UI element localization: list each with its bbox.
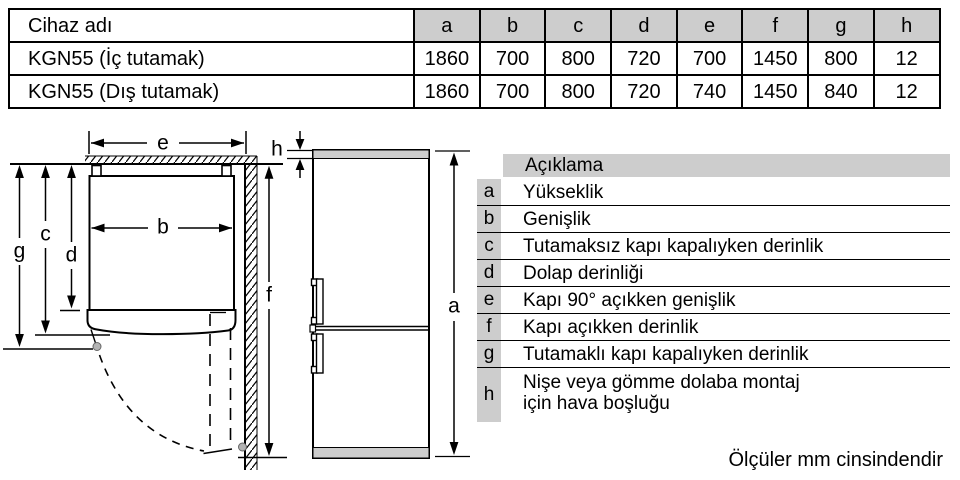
legend-text: Genişlik [523, 208, 591, 230]
col-header-e: e [677, 9, 743, 42]
value-cell: 1860 [414, 75, 480, 108]
value-cell: 800 [545, 42, 611, 75]
legend-key: d [477, 260, 501, 286]
dimension-e [89, 131, 246, 155]
legend-title: Açıklama [503, 154, 950, 177]
door-swing-arc [100, 355, 205, 451]
device-name-header: Cihaz adı [9, 9, 414, 42]
legend-row-b [477, 206, 950, 233]
legend-row-d [477, 260, 950, 287]
hinge-left [92, 166, 101, 177]
legend-row-e [477, 287, 950, 314]
legend-row-c [477, 233, 950, 260]
legend-text: Yükseklik [523, 181, 604, 203]
dim-label-c: c [40, 222, 51, 246]
fridge-base-strip [313, 448, 429, 459]
table-header-row [9, 9, 940, 42]
dimension-h [271, 131, 312, 178]
legend-text [501, 368, 800, 422]
legend-text: Kapı açıkken derinlik [523, 316, 699, 338]
side-view [310, 150, 470, 458]
legend-key: a [477, 179, 501, 205]
handle-closed-position [93, 343, 101, 351]
value-cell: 1450 [742, 75, 808, 108]
legend-row-a [477, 179, 950, 206]
fridge-side-view [313, 150, 429, 458]
legend-text-line2: için hava boşluğu [523, 393, 670, 414]
legend-text: Dolap derinliği [523, 262, 644, 284]
legend-row-g [477, 341, 950, 368]
divider-left-nub [310, 325, 316, 332]
wall-hatch-top [85, 156, 257, 164]
table-row [9, 42, 940, 75]
door-closed [88, 310, 236, 334]
legend-key: g [477, 341, 501, 367]
legend-header [477, 154, 950, 177]
legend-text: Tutamaksız kapı kapalıyken derinlik [523, 235, 824, 257]
fridge-top-strip [313, 150, 429, 159]
top-view [3, 131, 312, 470]
handle-leader-line [91, 330, 96, 344]
col-header-h: h [874, 9, 940, 42]
wall-hatch-right [245, 164, 257, 470]
table-row [9, 75, 940, 108]
col-header-b: b [480, 9, 546, 42]
dim-label-b: b [157, 215, 169, 239]
value-cell: 700 [480, 42, 546, 75]
legend-text: Kapı 90° açıkken genişlik [523, 289, 736, 311]
value-cell: 740 [677, 75, 743, 108]
col-header-d: d [611, 9, 677, 42]
dim-label-f: f [266, 283, 272, 307]
col-header-a: a [414, 9, 480, 42]
legend-key: h [477, 368, 501, 422]
dim-label-a: a [448, 294, 460, 318]
legend-text-line1: Nişe veya gömme dolaba montaj [523, 372, 800, 393]
legend-table [477, 154, 950, 422]
value-cell: 800 [545, 75, 611, 108]
legend-key: e [477, 287, 501, 313]
dim-label-e: e [157, 131, 169, 155]
value-cell: 800 [808, 42, 874, 75]
dim-label-d: d [65, 243, 78, 267]
value-cell: 720 [611, 42, 677, 75]
col-header-f: f [742, 9, 808, 42]
handle-open-position [239, 443, 247, 451]
legend-key: f [477, 314, 501, 340]
value-cell: 12 [874, 75, 940, 108]
device-name: KGN55 (Dış tutamak) [9, 75, 414, 108]
device-name: KGN55 (İç tutamak) [9, 42, 414, 75]
dimension-a [435, 151, 470, 457]
door-open-front-edge [204, 449, 233, 454]
cabinet-top-view [90, 176, 235, 310]
dim-label-h: h [271, 137, 283, 161]
dimension-d [60, 165, 80, 311]
legend-row-h [477, 368, 950, 422]
value-cell: 12 [874, 42, 940, 75]
legend-text: Tutamaklı kapı kapalıyken derinlik [523, 343, 809, 365]
legend-key: b [477, 206, 501, 232]
value-cell: 720 [611, 75, 677, 108]
units-note: Ölçüler mm cinsindendir [728, 449, 943, 471]
legend-row-f [477, 314, 950, 341]
value-cell: 700 [677, 42, 743, 75]
value-cell: 1860 [414, 42, 480, 75]
value-cell: 840 [808, 75, 874, 108]
col-header-c: c [545, 9, 611, 42]
device-dimension-table [8, 8, 941, 109]
installation-diagram [0, 120, 470, 480]
col-header-g: g [808, 9, 874, 42]
hinge-right [222, 166, 231, 177]
legend-header-spacer [477, 154, 501, 177]
dim-label-g: g [13, 239, 26, 263]
legend-key: c [477, 233, 501, 259]
value-cell: 700 [480, 75, 546, 108]
value-cell: 1450 [742, 42, 808, 75]
